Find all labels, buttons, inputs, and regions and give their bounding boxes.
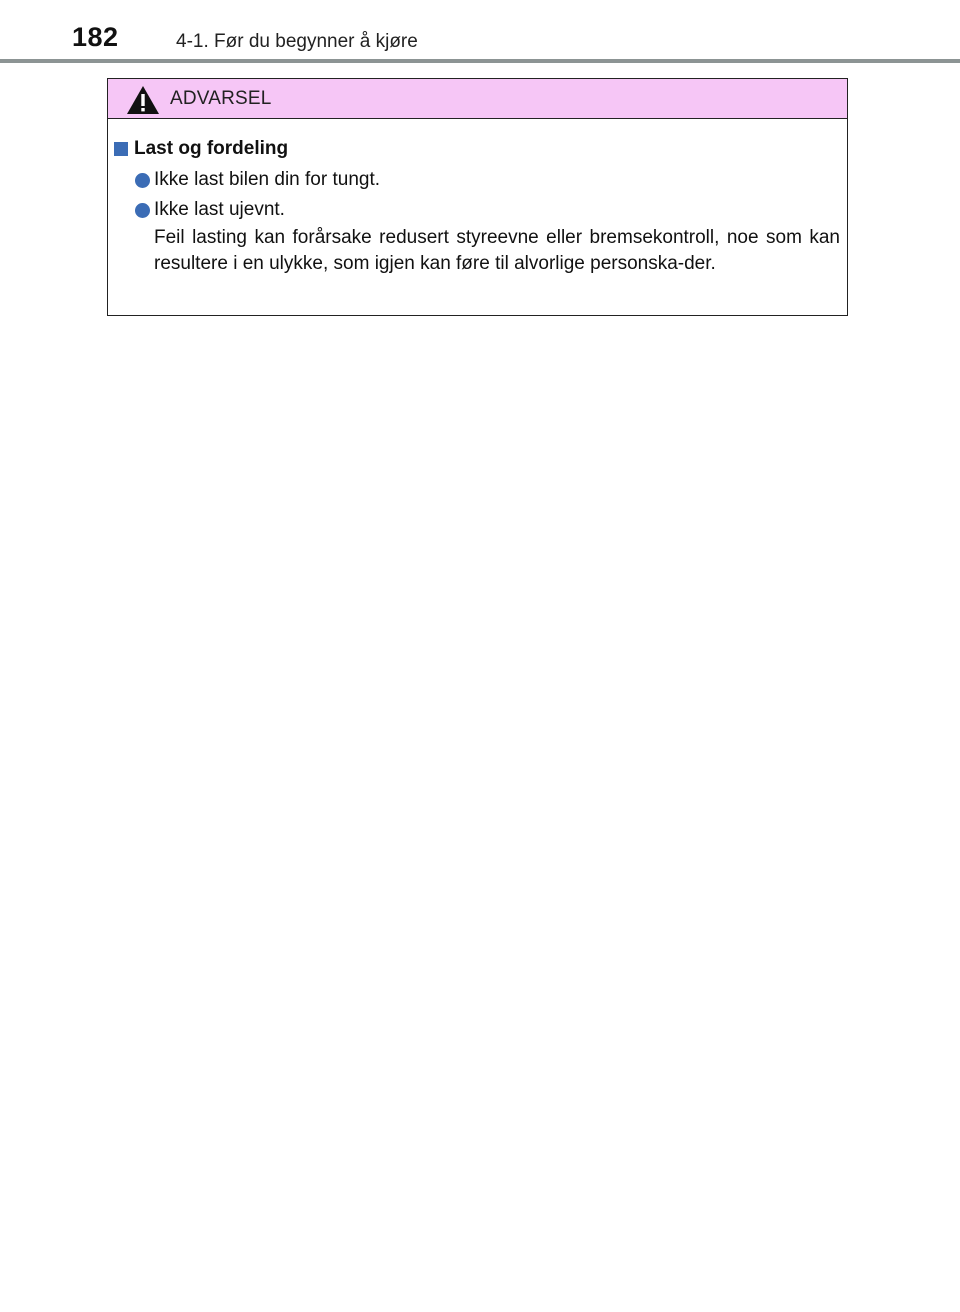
header-rule bbox=[0, 59, 960, 63]
warning-header bbox=[108, 79, 847, 119]
section-heading bbox=[114, 138, 288, 160]
page-number: 182 bbox=[72, 22, 119, 52]
square-bullet-icon bbox=[114, 142, 128, 156]
warning-title: ADVARSEL bbox=[170, 88, 272, 109]
round-bullet-icon bbox=[135, 203, 150, 218]
section-heading-text: Last og fordeling bbox=[134, 138, 289, 159]
list-item-detail: Feil lasting kan forårsake redusert styreevne eller bremsekontroll, noe som kan resultere i en ulykke, som igjen kan føre til alvorlige personska-der. bbox=[154, 227, 840, 274]
warning-triangle-icon bbox=[126, 85, 160, 115]
list-item-text: Ikke last ujevnt. bbox=[154, 199, 285, 220]
round-bullet-icon bbox=[135, 173, 150, 188]
page-header bbox=[0, 0, 960, 64]
warning-box bbox=[107, 78, 848, 316]
list-item-text: Ikke last bilen din for tungt. bbox=[154, 169, 381, 190]
chapter-title: 4-1. Før du begynner å kjøre bbox=[176, 31, 418, 52]
